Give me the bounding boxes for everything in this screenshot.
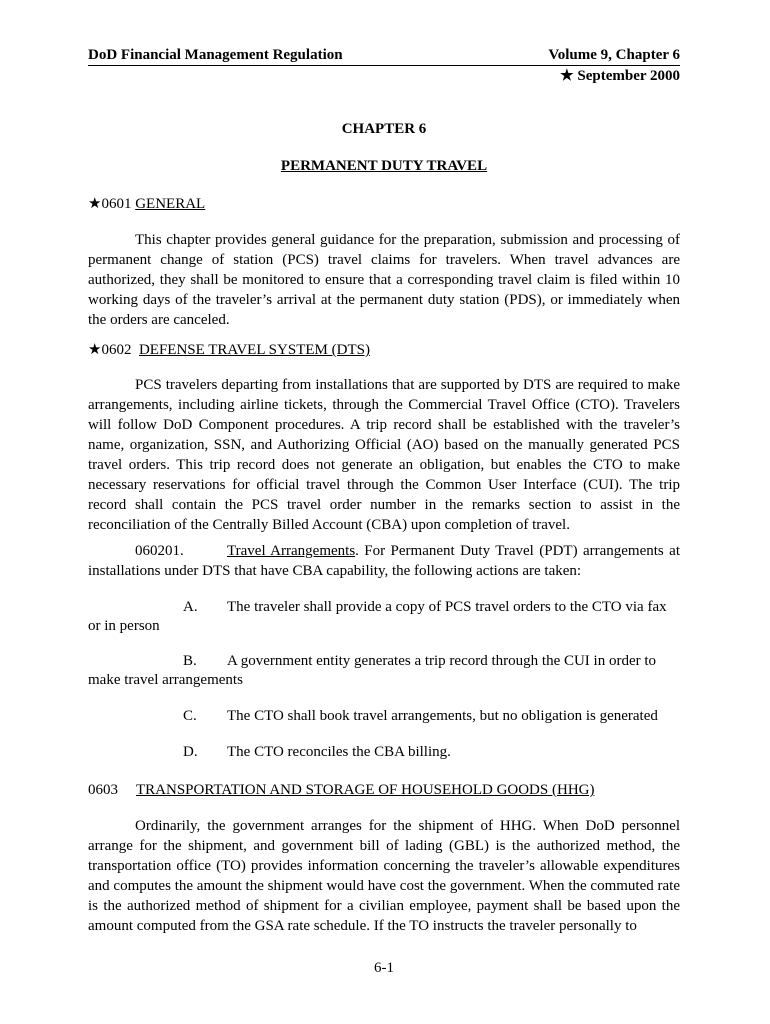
subsection-060201-number: 060201. — [135, 543, 184, 559]
chapter-number: CHAPTER 6 — [341, 121, 427, 137]
chapter-title: PERMANENT DUTY TRAVEL — [280, 158, 488, 174]
list-item-a-letter: A. — [183, 599, 198, 615]
section-0601-title: GENERAL — [135, 196, 206, 212]
section-0601-heading — [88, 195, 205, 213]
section-0603-number: 0603 — [88, 782, 118, 798]
running-header — [88, 47, 680, 86]
section-0603-title: TRANSPORTATION AND STORAGE OF HOUSEHOLD GOODS (HHG) — [136, 782, 595, 798]
list-item-d-text: The CTO reconciles the CBA billing. — [227, 744, 451, 760]
section-0601-number: ★0601 — [88, 196, 132, 212]
list-item-a-continuation: or in person — [88, 618, 160, 634]
list-item-b — [88, 651, 680, 671]
header-volume-chapter: Volume 9, Chapter 6 — [548, 47, 680, 63]
header-regulation-title: DoD Financial Management Regulation — [88, 47, 343, 63]
section-0603-paragraph: Ordinarily, the government arranges for the shipment of HHG. When DoD personnel arrange for the shipment, and government bill of lading (GBL) is the authorized method, the transportation office (TO) provides information concerning the traveler’s allowable expenditures and computes the amount the shipment would have cost the government. When the commuted rate is the authorized method of shipment for a civilian employee, payment shall be based upon the amount computed from the GSA rate schedule. If the TO instructs the traveler personally to — [88, 818, 680, 934]
list-item-a-text: The traveler shall provide a copy of PCS travel orders to the CTO via fax — [227, 599, 667, 615]
header-date: ★ September 2000 — [560, 68, 680, 84]
list-item-b-letter: B. — [183, 653, 197, 669]
section-0602-title: DEFENSE TRAVEL SYSTEM (DTS) — [138, 342, 370, 358]
subsection-060201 — [88, 541, 680, 581]
section-0602-paragraph: PCS travelers departing from installations that are supported by DTS are required to make arrangements, including airline tickets, through the Commercial Travel Office (CTO). Travelers will follow DoD Component procedures. A trip record shall be established with the traveler’s name, organization, SSN, and Authorizing Official (AO) based on the manually generated PCS travel orders. This trip record does not generate an obligation, but enables the CTO to make necessary reservations for official travel through the Common User Interface (CUI). The trip record shall contain the PCS travel order number in the remarks section to assist in the reconciliation of the Centrally Billed Account (CBA) upon completion of travel. — [88, 377, 680, 533]
subsection-060201-title: Travel Arrangements — [227, 543, 356, 559]
section-0602-number: ★0602 — [88, 342, 132, 358]
page-number: 6-1 — [374, 960, 394, 976]
list-item-b-continuation: make travel arrangements — [88, 672, 243, 688]
section-0602-heading — [88, 341, 370, 359]
list-item-d-letter: D. — [183, 744, 198, 760]
list-item-c-letter: C. — [183, 708, 197, 724]
list-item-a — [88, 597, 680, 617]
list-item-b-text: A government entity generates a trip record through the CUI in order to — [227, 653, 657, 669]
list-item-c — [88, 706, 680, 726]
section-0603-heading — [88, 781, 594, 799]
list-item-d — [88, 742, 680, 762]
list-item-c-text: The CTO shall book travel arrangements, but no obligation is generated — [227, 708, 658, 724]
section-0601-paragraph: This chapter provides general guidance for the preparation, submission and processing of permanent change of station (PCS) travel claims for travelers. When travel advances are authorized, they shall be monitored to ensure that a corresponding travel claim is filed within 10 working days of the traveler’s arrival at the permanent duty station (PDS), or immediately when the orders are canceled. — [88, 232, 680, 328]
subsection-060201-text: . For Permanent Duty Travel (PDT) arrangements at installations under DTS that have CBA capability, the following actions are taken: — [88, 543, 680, 579]
